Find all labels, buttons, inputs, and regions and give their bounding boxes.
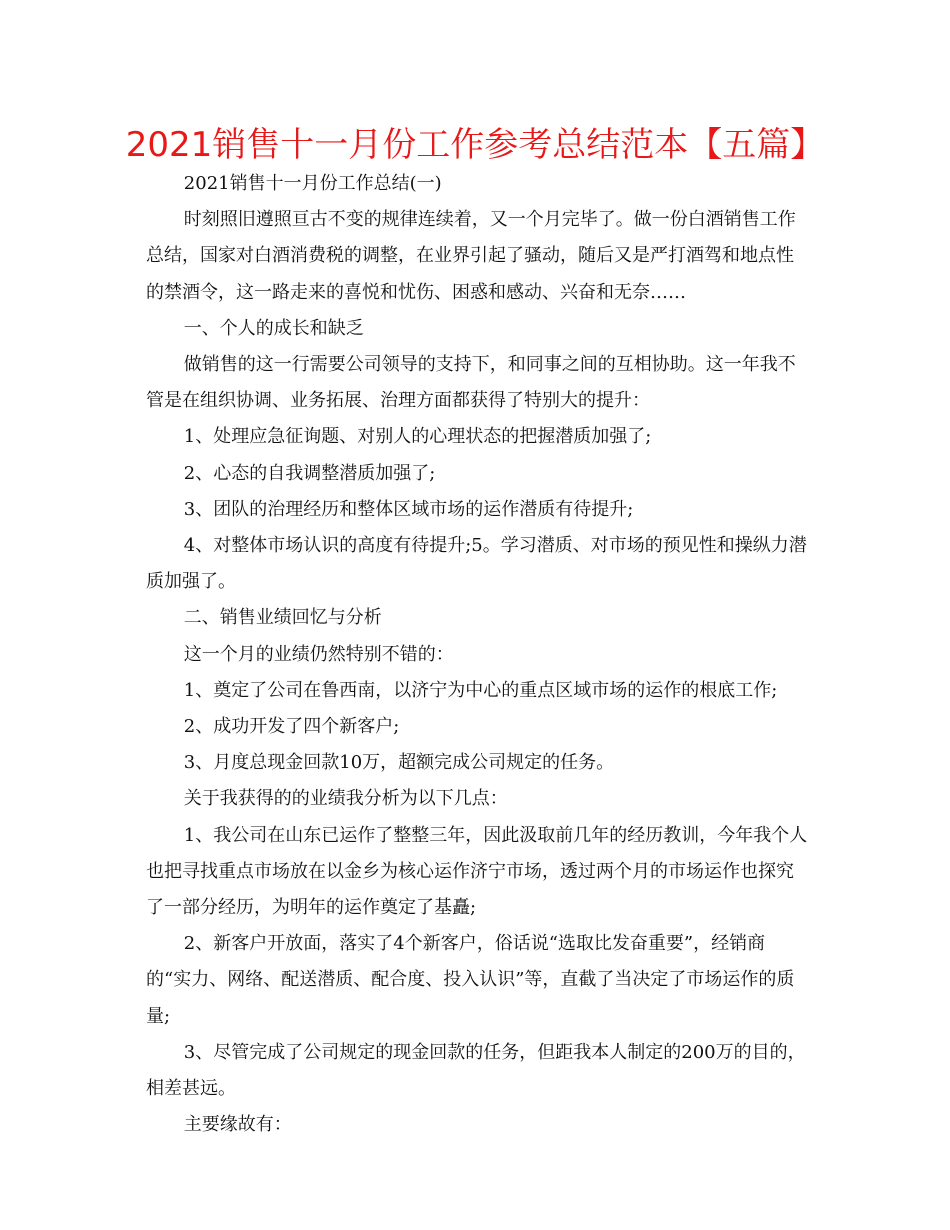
list-item: 3、尽管完成了公司规定的现金回款的任务，但距我本人制定的200万的目的，相差甚远。 (146, 1041, 806, 1100)
list-item: 2、心态的自我调整潜质加强了; (183, 462, 436, 484)
list-item: 2、成功开发了四个新客户; (183, 716, 400, 738)
body-paragraph: 做销售的这一行需要公司领导的支持下，和同事之间的互相协助。这一年我不管是在组织协调、业务拓展、治理方面都获得了特别大的提升： (146, 354, 796, 412)
body-paragraph: 关于我获得的的业绩我分析为以下几点： (183, 788, 508, 810)
body-paragraph: 这一个月的业绩仍然特别不错的： (183, 643, 454, 665)
list-item: 3、团队的治理经历和整体区域市场的运作潜质有待提升; (183, 498, 634, 520)
intro-paragraph: 时刻照旧遵照亘古不变的规律连续着，又一个月完毕了。做一份白酒销售工作总结，国家对白酒消费税的调整，在业界引起了骚动，随后又是严打酒驾和地点性的禁酒令，这一路走来的喜悦和忧伤、困惑和感动、兴奋和无奈…… (146, 209, 796, 303)
list-item: 1、奠定了公司在鲁西南，以济宁为中心的重点区域市场的运作的根底工作; (183, 679, 778, 701)
body-paragraph: 主要缘故有： (183, 1114, 292, 1136)
list-item: 1、我公司在山东已运作了整整三年，因此汲取前几年的经历教训，今年我个人也把寻找重点市场放在以金乡为核心运作济宁市场，透过两个月的市场运作也探究了一部分经历，为明年的运作奠定了基矗; (146, 824, 808, 919)
section-subtitle: 2021销售十一月份工作总结(一) (183, 173, 442, 194)
list-item: 4、对整体市场认识的高度有待提升;5。学习潜质、对市场的预见性和操纵力潜质加强了。 (146, 535, 807, 593)
list-item: 2、新客户开放面，落实了4个新客户，俗话说“选取比发奋重要”，经销商的“实力、网络、配送潜质、配合度、投入认识”等，直截了当决定了市场运作的质量; (146, 933, 795, 1027)
section-heading: 二、销售业绩回忆与分析 (183, 607, 382, 629)
list-item: 1、处理应急征询题、对别人的心理状态的把握潜质加强了; (183, 426, 652, 448)
document-title: 2021销售十一月份工作参考总结范本【五篇】 (125, 125, 825, 165)
list-item: 3、月度总现金回款10万，超额完成公司规定的任务。 (183, 752, 615, 774)
document-body (146, 166, 810, 1143)
section-heading: 一、个人的成长和缺乏 (183, 317, 364, 339)
